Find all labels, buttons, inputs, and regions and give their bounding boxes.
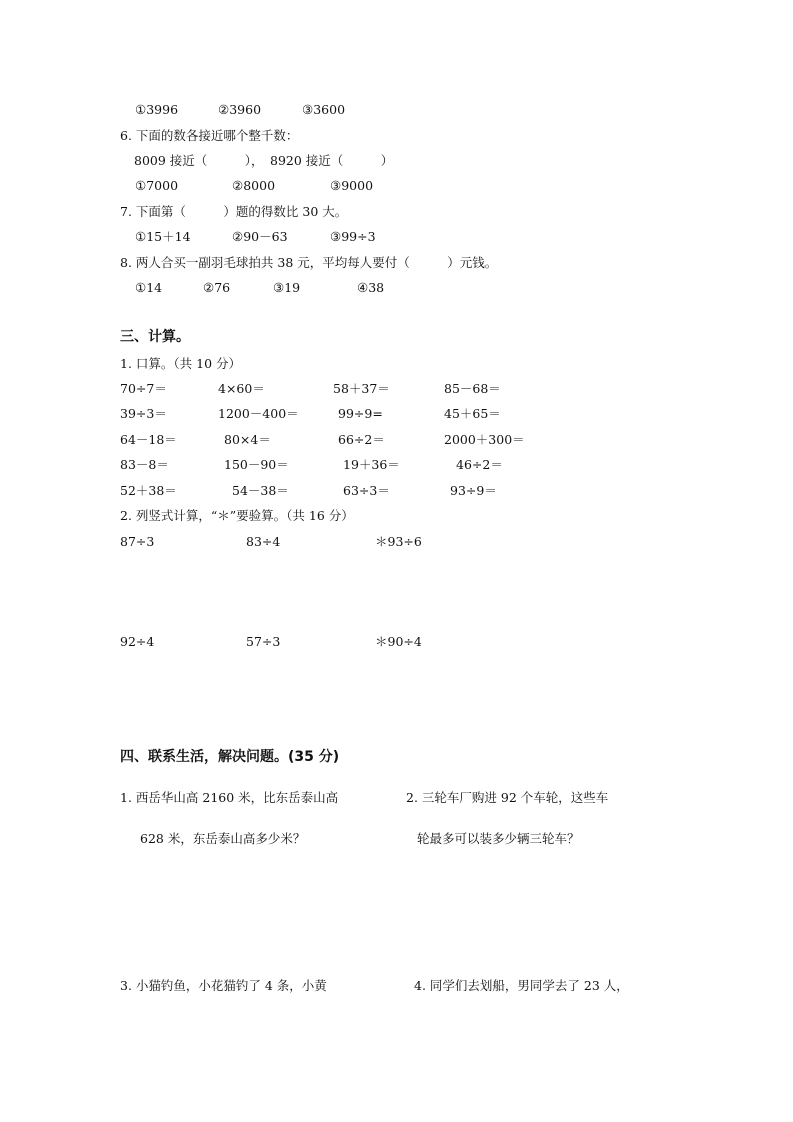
q7-option-1: ①15＋14 [135,229,191,244]
section4-title: 四、联系生活，解决问题。(35 分) [120,749,340,765]
mental-item: 64－18＝ [120,432,177,447]
problem-1-line-1: 1. 西岳华山高 2160 米，比东岳泰山高 [120,790,339,805]
q6-prompt: 6. 下面的数各接近哪个整千数： [120,128,299,143]
mental-item: 93÷9＝ [450,483,497,498]
mental-item: 85－68＝ [444,381,501,396]
q8-option-2: ②76 [203,280,231,295]
mental-item: 63÷3＝ [343,483,390,498]
mental-item: 80×4＝ [224,432,271,447]
mental-item: 52＋38＝ [120,483,177,498]
q7-option-2: ②90－63 [232,229,288,244]
vertical-calc-label: 2. 列竖式计算，“＊”要验算。（共 16 分） [120,508,354,523]
mental-item: 39÷3＝ [120,406,167,421]
vertical-item: 92÷4 [120,634,155,649]
mental-item: 66÷2＝ [338,432,385,447]
mental-item: 2000＋300＝ [444,432,525,447]
mental-item: 58＋37＝ [333,381,390,396]
mental-item: 70÷7＝ [120,381,167,396]
mental-item: 83－8＝ [120,457,169,472]
q8-option-1: ①14 [135,280,163,295]
q6-blank-a: 8009 接近（ ）， [134,153,264,168]
vertical-item: ＊93÷6 [375,534,422,549]
section3-title: 三、计算。 [120,329,190,345]
mental-item: 4×60＝ [218,381,265,396]
q5-option-3: ③3600 [302,102,346,117]
mental-math-label: 1. 口算。（共 10 分） [120,356,242,371]
q7-prompt: 7. 下面第（ ）题的得数比 30 大。 [120,204,348,219]
q7-option-3: ③99÷3 [330,229,376,244]
q5-option-2: ②3960 [218,102,262,117]
vertical-item: 57÷3 [246,634,281,649]
problem-2-line-2: 轮最多可以装多少辆三轮车？ [417,831,580,846]
q5-option-1: ①3996 [135,102,179,117]
mental-item: 1200－400＝ [218,406,299,421]
q6-option-1: ①7000 [135,178,179,193]
problem-1-line-2: 628 米，东岳泰山高多少米？ [140,831,306,846]
mental-item: 46÷2＝ [456,457,503,472]
q6-option-2: ②8000 [232,178,276,193]
q8-option-3: ③19 [273,280,301,295]
mental-item: 99÷9= [338,406,383,421]
vertical-item: ＊90÷4 [375,634,422,649]
q8-prompt: 8. 两人合买一副羽毛球拍共 38 元，平均每人要付（ ）元钱。 [120,255,498,270]
q6-option-3: ③9000 [330,178,374,193]
q6-blank-b: 8920 接近（ ） [270,153,394,168]
mental-item: 54－38＝ [232,483,289,498]
problem-3-line-1: 3. 小猫钓鱼，小花猫钓了 4 条，小黄 [120,978,327,993]
vertical-item: 87÷3 [120,534,155,549]
problem-2-line-1: 2. 三轮车厂购进 92 个车轮，这些车 [406,790,609,805]
mental-item: 45＋65＝ [444,406,501,421]
vertical-item: 83÷4 [246,534,281,549]
mental-item: 150－90＝ [224,457,289,472]
mental-item: 19＋36＝ [343,457,400,472]
q8-option-4: ④38 [357,280,385,295]
problem-4-line-1: 4. 同学们去划船，男同学去了 23 人， [414,978,629,993]
